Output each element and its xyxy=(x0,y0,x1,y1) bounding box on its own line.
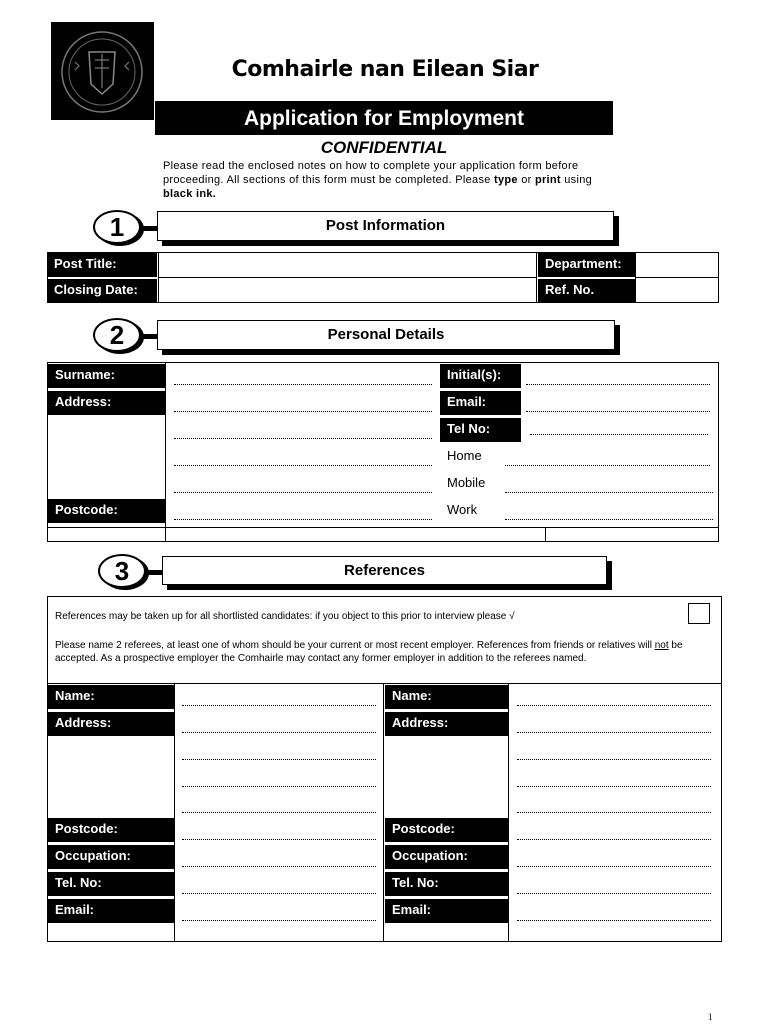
object-to-reference-checkbox[interactable] xyxy=(688,603,710,624)
section1-number: 1 xyxy=(93,210,141,244)
surname-field[interactable] xyxy=(174,384,432,385)
initials-label: Initial(s): xyxy=(440,364,521,388)
divider xyxy=(545,527,546,542)
post-title-field[interactable] xyxy=(158,252,537,278)
address-line-1[interactable] xyxy=(174,411,432,412)
tel-no-label: Tel No: xyxy=(440,418,521,442)
referee1-postcode-label: Postcode: xyxy=(48,818,174,842)
referee2-postcode-field[interactable] xyxy=(517,839,711,840)
section1-header: Post Information xyxy=(157,211,614,241)
address-line-4[interactable] xyxy=(174,492,432,493)
mobile-label: Mobile xyxy=(447,475,486,490)
initials-field[interactable] xyxy=(526,384,710,385)
referee1-address-label: Address: xyxy=(48,712,174,736)
referee2-name-field[interactable] xyxy=(517,705,711,706)
work-phone-field[interactable] xyxy=(505,519,713,520)
section2-header: Personal Details xyxy=(157,320,615,350)
ref-no-field[interactable] xyxy=(635,277,719,303)
referee1-name-label: Name: xyxy=(48,685,174,709)
postcode-field[interactable] xyxy=(174,519,432,520)
post-title-label: Post Title: xyxy=(47,253,157,277)
referee1-email-field[interactable] xyxy=(182,920,376,921)
divider xyxy=(174,683,175,942)
referee1-occupation-field[interactable] xyxy=(182,866,376,867)
section3-number: 3 xyxy=(98,554,146,588)
council-logo xyxy=(51,22,154,120)
intro-instructions: Please read the enclosed notes on how to complete your application form before proceeding. All sections of this form must be completed. Please type or print using black ink. xyxy=(163,160,593,200)
divider xyxy=(165,362,166,542)
closing-date-label: Closing Date: xyxy=(47,279,157,303)
divider xyxy=(47,683,722,684)
postcode-label: Postcode: xyxy=(48,499,165,523)
email-field[interactable] xyxy=(526,411,710,412)
address-line-3[interactable] xyxy=(174,465,432,466)
referee1-tel-field[interactable] xyxy=(182,893,376,894)
referee2-address-line-3[interactable] xyxy=(517,786,711,787)
divider xyxy=(508,683,509,942)
reference-consent-text: References may be taken up for all shortlisted candidates: if you object to this prior to interview please √ xyxy=(55,611,515,622)
referee2-address-line-1[interactable] xyxy=(517,732,711,733)
referee1-occupation-label: Occupation: xyxy=(48,845,174,869)
organisation-name: Comhairle nan Eilean Siar xyxy=(231,57,539,82)
home-phone-field[interactable] xyxy=(505,465,710,466)
referee1-email-label: Email: xyxy=(48,899,174,923)
referee2-address-label: Address: xyxy=(385,712,508,736)
home-label: Home xyxy=(447,448,482,463)
referee1-tel-label: Tel. No: xyxy=(48,872,174,896)
referee2-address-line-2[interactable] xyxy=(517,759,711,760)
referee2-email-label: Email: xyxy=(385,899,508,923)
referee2-address-line-4[interactable] xyxy=(517,812,711,813)
address-label: Address: xyxy=(48,391,165,415)
closing-date-field[interactable] xyxy=(158,277,537,303)
referee2-tel-field[interactable] xyxy=(517,893,711,894)
section3-header: References xyxy=(162,556,607,585)
address-line-2[interactable] xyxy=(174,438,432,439)
surname-label: Surname: xyxy=(48,364,165,388)
section2-number: 2 xyxy=(93,318,141,352)
referee2-postcode-label: Postcode: xyxy=(385,818,508,842)
email-label: Email: xyxy=(440,391,521,415)
referee1-name-field[interactable] xyxy=(182,705,376,706)
referee-instructions: Please name 2 referees, at least one of whom should be your current or most recent employer. References from friends or relatives will not be accepted. As a prospective employer the Comhairle may contact any former employer in addition to the referees named. xyxy=(55,640,683,664)
referee2-name-label: Name: xyxy=(385,685,508,709)
form-title: Application for Employment xyxy=(155,101,613,135)
referee2-occupation-label: Occupation: xyxy=(385,845,508,869)
divider xyxy=(383,683,384,942)
referee1-address-line-2[interactable] xyxy=(182,759,376,760)
tel-field[interactable] xyxy=(530,434,708,435)
ref-no-label: Ref. No. xyxy=(538,279,635,303)
referee2-tel-label: Tel. No: xyxy=(385,872,508,896)
referee1-address-line-3[interactable] xyxy=(182,786,376,787)
referee2-occupation-field[interactable] xyxy=(517,866,711,867)
page-number: 1 xyxy=(708,1012,713,1022)
referee1-address-line-4[interactable] xyxy=(182,812,376,813)
department-label: Department: xyxy=(538,253,635,277)
referee1-address-line-1[interactable] xyxy=(182,732,376,733)
referee2-email-field[interactable] xyxy=(517,920,711,921)
work-label: Work xyxy=(447,502,478,517)
referee1-postcode-field[interactable] xyxy=(182,839,376,840)
mobile-phone-field[interactable] xyxy=(505,492,713,493)
confidential-label: CONFIDENTIAL xyxy=(320,138,448,157)
divider xyxy=(47,527,719,528)
department-field[interactable] xyxy=(635,252,719,278)
